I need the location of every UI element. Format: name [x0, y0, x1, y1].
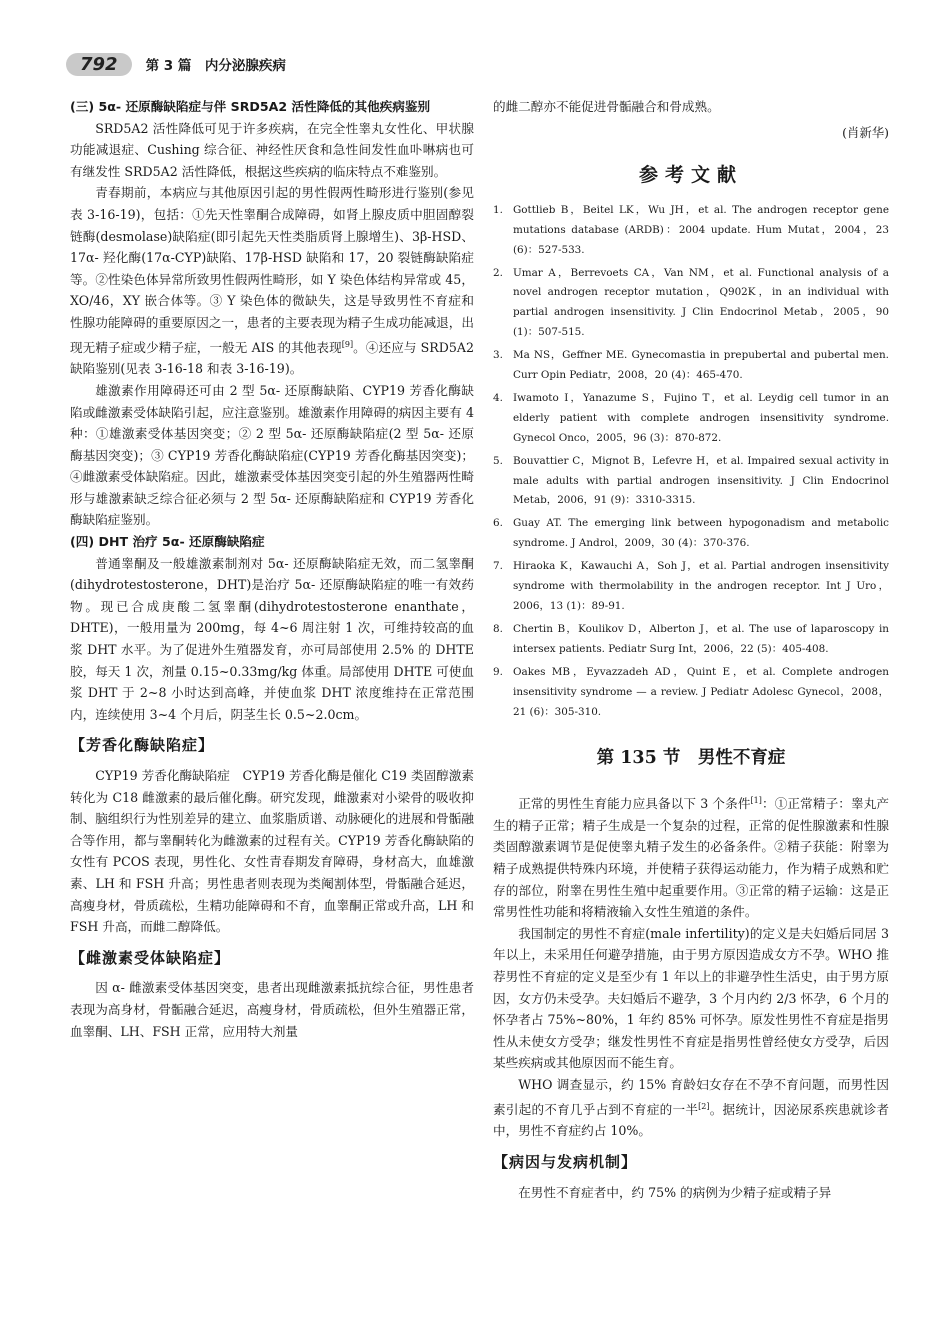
reference-item: 4. Iwamoto I，Yanazume S，Fujino T，et al. Leydig cell tumor in an elderly patient with complete androgen insensitivity syndrome. Gynecol Onco，2005，96 (3)：870-872.	[493, 391, 889, 444]
references-title: 参考文献	[638, 164, 743, 187]
paragraph: 因 α- 雌激素受体基因突变，患者出现雌激素抵抗综合征，男性患者表现为高身材，骨骺融合延迟，高瘦身材，骨质疏松，但外生殖器正常，血睾酮、LH、FSH 正常，应用特大剂量	[70, 980, 474, 1039]
reference-item: 3. Ma NS，Geffner ME. Gynecomastia in prepubertal and pubertal men. Curr Opin Pediatr，2008，20 (4)：465-470.	[493, 349, 889, 382]
subsection-heading: (三) 5α- 还原酶缺陷症与伴 SRD5A2 活性降低的其他疾病鉴别	[70, 99, 431, 114]
paragraph: 正常的男性生育能力应具备以下 3 个条件[1]：①正常精子：睾丸产生的精子正常；精子生成是一个复杂的过程，正常的促性腺激素和性腺类固醇激素调节是促使睾丸精子发生的必备条件。②精子获能：附睾为精子成熟提供特殊内环境，并使精子获得运动能力，作为精子成熟和贮存的部位，附睾在男性生殖中起重要作用。③正常的精子运输：这是正常男性性功能和将精液输入女性生殖道的条件。	[493, 796, 890, 920]
section-heading: 【病因与发病机制】	[493, 1152, 638, 1171]
left-column	[70, 96, 474, 1042]
paragraph: 普通睾酮及一般雄激素制剂对 5α- 还原酶缺陷症无效，而二氢睾酮(dihydrotestosterone，DHT)是治疗 5α- 还原酶缺陷症的唯一有效药物。现已合成庚酸二氢睾酮(dihydrotestosterone enanthate，DHTE)，一般用量为 200mg，每 4~6 周注射 1 次，可维持较高的血浆 DHT 水平。为了促进外生殖器发育，亦可局部使用 2.5% 的 DHTE 胶，每天 1 次，剂量 0.15~0.33mg/kg 体重。局部使用 DHTE 可使血浆 DHT 于 2~8 小时达到高峰，并使血浆 DHT 浓度维持在正常范围内，连续使用 3~4 个月后，阴茎生长 0.5~2.0cm。	[70, 555, 474, 722]
author-signature: (肖新华)	[842, 124, 889, 140]
paragraph: 雄激素作用障碍还可由 2 型 5α- 还原酶缺陷、CYP19 芳香化酶缺陷或雌激素受体缺陷引起，应注意鉴别。雄激素作用障碍的病因主要有 4 种：①雄激素受体基因突变；② 2 型 5α- 还原酶缺陷症(2 型 5α- 还原酶基因突变)；③ CYP19 芳香化酶缺陷症(CYP19 芳香化酶基因突变)；④雌激素受体缺陷症。因此，雄激素受体基因突变引起的外生殖器两性畸形与雄激素缺乏综合征必须与 2 型 5α- 还原酶缺陷症和 CYP19 芳香化酶缺陷症鉴别。	[70, 382, 474, 528]
paragraph: SRD5A2 活性降低可见于许多疾病，在完全性睾丸女性化、甲状腺功能减退症、Cushing 综合征、神经性厌食和急性间发性血卟啉病也可有继发性 SRD5A2 活性降低，根据这些疾病的临床特点不难鉴别。	[70, 120, 474, 179]
reference-item: 8. Chertin B，Koulikov D，Alberton J，et al. The use of laparoscopy in intersex patients. Pediatr Surg Int，2006，22 (5)：405-408.	[493, 622, 889, 655]
citation: [9]	[341, 339, 354, 349]
reference-item: 2. Umar A，Berrevoets CA，Van NM，et al. Functional analysis of a novel androgen receptor mutation，Q902K，in an individual with partial androgen insensitivity. J Clin Endocrinol Metab，2005，90 (1)：507-515.	[493, 266, 889, 339]
reference-item: 5. Bouvattier C，Mignot B，Lefevre H，et al. Impaired sexual activity in male adults with partial androgen insensitivity. J Clin Endocrinol Metab，2006，91 (9)：3310-3315.	[493, 454, 889, 507]
page-number: 792	[66, 53, 132, 76]
citation: [2]	[698, 1101, 710, 1111]
paragraph: CYP19 芳香化酶缺陷症 CYP19 芳香化酶是催化 C19 类固醇激素转化为 C18 雌激素的最后催化酶。研究发现，雌激素对小梁骨的吸收抑制、脑组织行为性别差异的建立、血浆脂质谱、动脉硬化的进展和骨骺融合等作用，都与睾酮转化为雌激素的过程有关。CYP19 芳香化酶缺陷的女性有 PCOS 表现，男性化、女性青春期发育障碍，身材高大，血雄激素、LH 和 FSH 升高；男性患者则表现为类阉割体型，骨骺融合延迟，高瘦身材，骨质疏松，生精功能障碍和不育，血睾酮正常或升高，LH 和 FSH 升高，而雌二醇降低。	[70, 768, 474, 935]
section-heading: 【芳香化酶缺陷症】	[70, 736, 215, 755]
reference-item: 7. Hiraoka K，Kawauchi A，Soh J，et al. Partial androgen insensitivity syndrome with thermolability in the androgen receptor. Int J Uro，2006，13 (1)：89-91.	[493, 560, 889, 612]
paragraph: WHO 调查显示，约 15% 育龄妇女存在不孕不育问题，而男性因素引起的不育几乎占到不育症的一半[2]。据统计，因泌尿系疾患就诊者中，男性不育症约占 10%。	[493, 1076, 890, 1139]
citation: [1]	[750, 796, 762, 806]
paragraph: 青春期前，本病应与其他原因引起的男性假两性畸形进行鉴别(参见表 3-16-19)，包括：①先天性睾酮合成障碍，如肾上腺皮质中胆固醇裂链酶(desmolase)缺陷症(即引起先天性类脂质肾上腺增生)、3β-HSD、17α- 羟化酶(17α-CYP)缺陷、17β-HSD 缺陷和 17，20 裂链酶缺陷症等。②性染色体异常所致男性假两性畸形，如 Y 染色体结构异常或 45，XO/46，XY 嵌合体等。③ Y 染色体的微缺失，这是导致男性不育症和性腺功能障碍的重要原因之一，患者的主要表现为精子生成功能减退，出现无精子症或少精子症，一般无 AIS 的其他表现[9]。④还应与 SRD5A2 缺陷鉴别(见表 3-16-18 和表 3-16-19)。	[70, 185, 474, 377]
section-heading: 【雌激素受体缺陷症】	[70, 948, 231, 967]
reference-item: 6. Guay AT. The emerging link between hypogonadism and metabolic syndrome. J Androl，2009，30 (4)：370-376.	[493, 517, 889, 550]
subsection-heading: (四) DHT 治疗 5α- 还原酶缺陷症	[70, 534, 265, 550]
reference-item: 1. Gottlieb B，Beitel LK，Wu JH，et al. The androgen receptor gene mutations database (ARDB)：2004 update. Hum Mutat，2004，23 (6)：527-533.	[493, 203, 889, 256]
paragraph: 我国制定的男性不育症(male infertility)的定义是夫妇婚后同居 3 年以上，未采用任何避孕措施，由于男方原因造成女方不孕。WHO 推荐男性不育症的定义是至少有 1 年以上的非避孕性生活史，由于男方原因，女方仍未受孕。夫妇婚后不避孕，3 个月内约 2/3 怀孕，6 个月的怀孕者占 75%~80%，1 年约 85% 可怀孕。原发性男性不育症是指男性从未使女方受孕；继发性男性不育症是指男性曾经使女方受孕，后因某些疾病或其他原因而不能生育。	[493, 925, 889, 1071]
paragraph: 在男性不育症者中，约 75% 的病例为少精子症或精子异	[518, 1184, 832, 1200]
running-head: 第 3 篇 内分泌腺疾病	[145, 58, 286, 74]
chapter-title: 第 135 节 男性不育症	[596, 748, 786, 769]
right-column	[493, 96, 889, 1203]
reference-list	[493, 201, 889, 723]
reference-item: 9. Oakes MB，Eyvazzadeh AD，Quint E，et al. Complete androgen insensitivity syndrome — a review. J Pediatr Adolesc Gynecol，2008，21 (6)：305-310.	[493, 665, 889, 718]
paragraph: 的雌二醇亦不能促进骨骺融合和骨成熟。	[493, 99, 720, 114]
page-header	[66, 50, 906, 78]
